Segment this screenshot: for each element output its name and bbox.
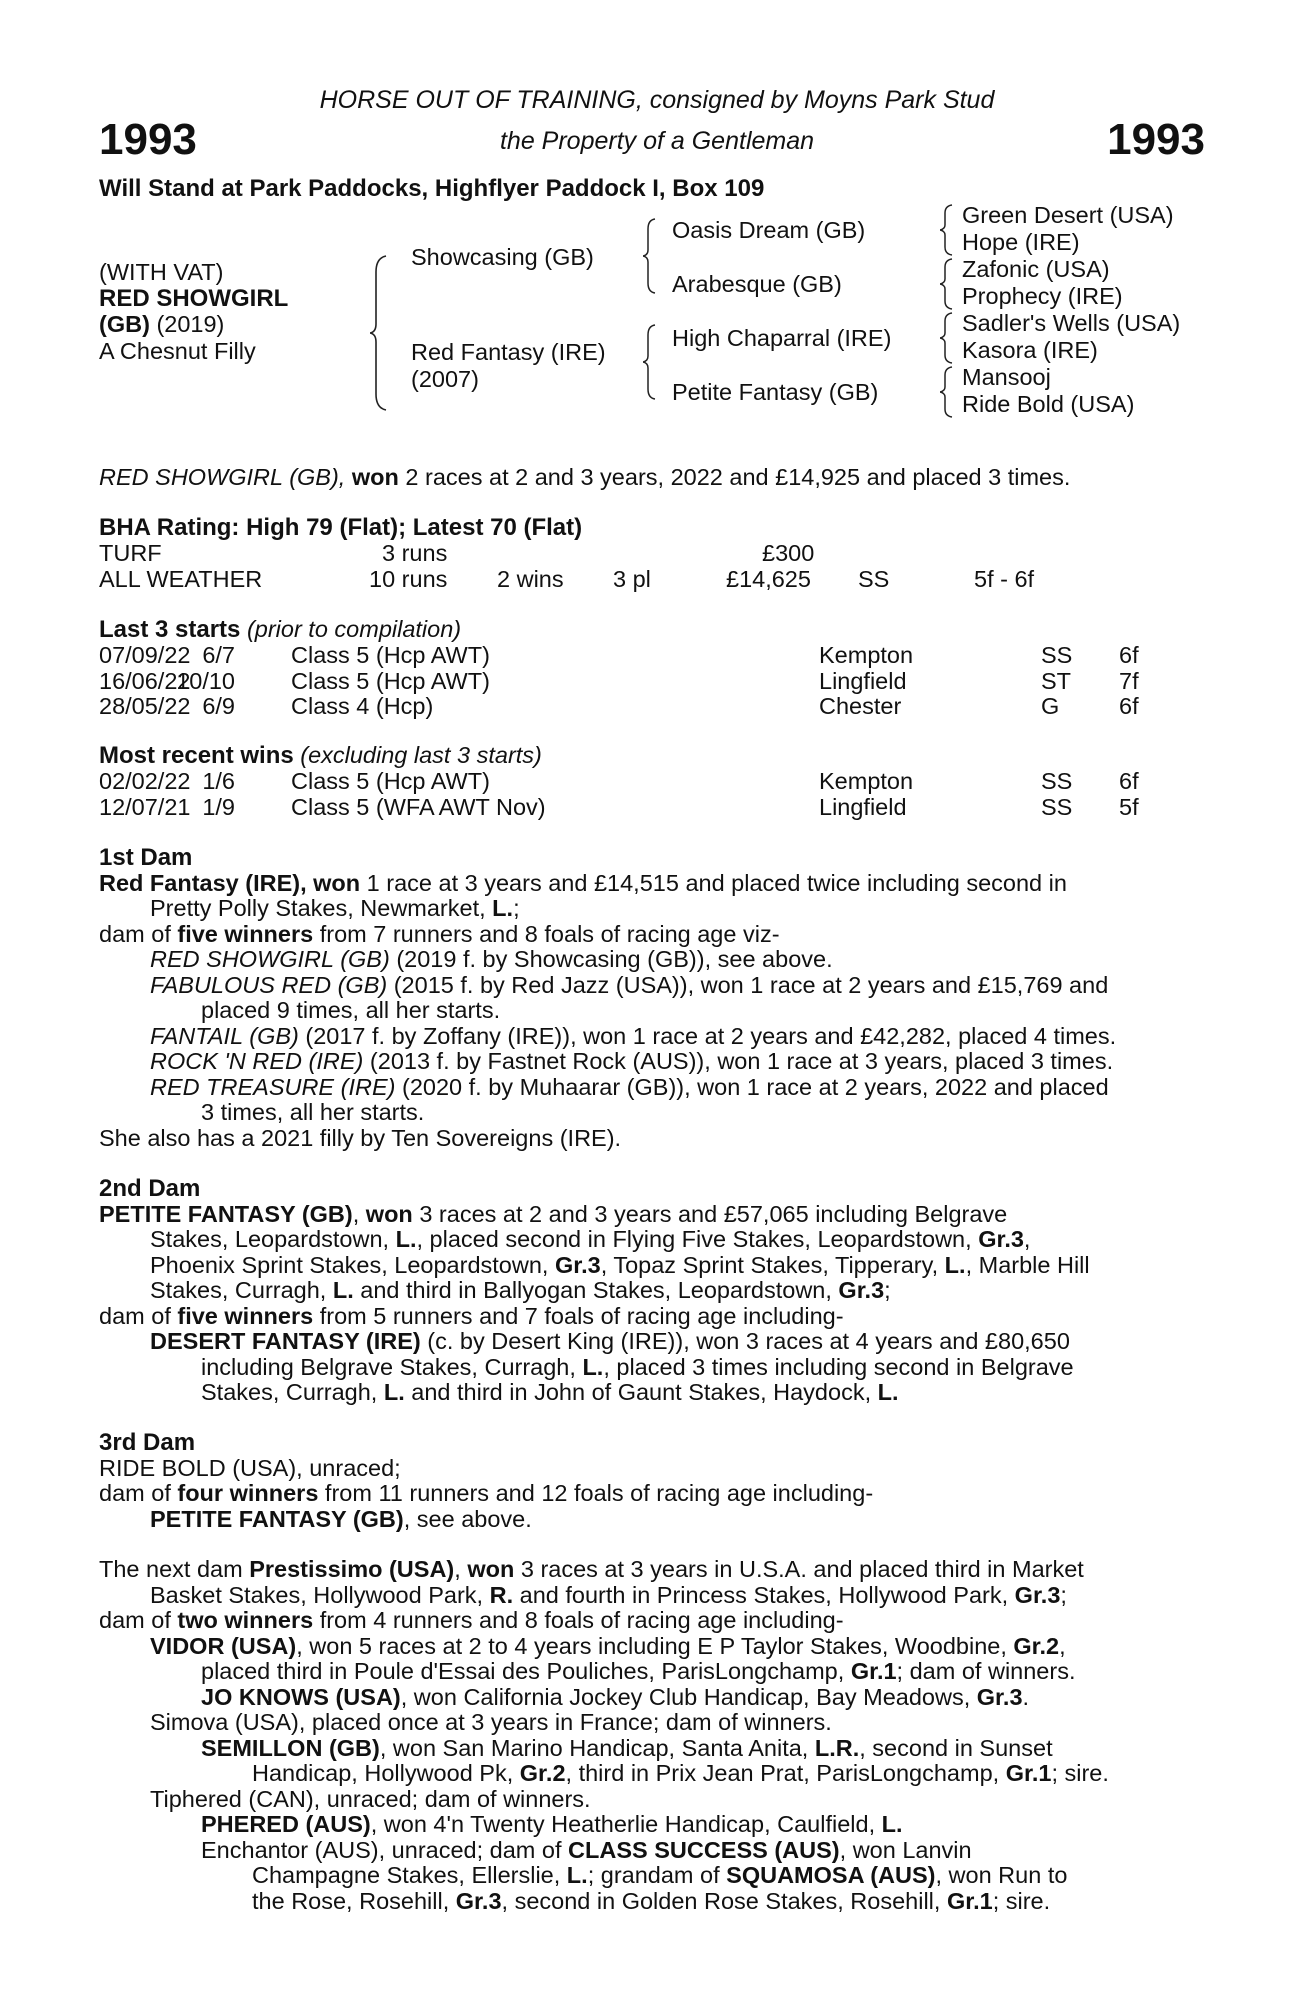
pedigree-ssd: Hope (IRE) [962,229,1080,255]
first-dam-line2: Pretty Polly Stakes, Newmarket, L.; [150,895,520,921]
fourth-dam-section [99,1557,1205,1914]
last3-date: 07/09/22 [99,642,191,668]
second-dam-heading: 2nd Dam [99,1175,201,1202]
race-summary: RED SHOWGIRL (GB), won 2 races at 2 and 3 years, 2022 and £14,925 and placed 3 times. [99,464,1071,490]
lot-number-right: 1993 [1107,115,1205,164]
dam-year: (2007) [411,366,479,392]
last3-race: Class 4 (Hcp) [291,693,434,720]
first-dam-line1: Red Fantasy (IRE), won 1 race at 3 years and £14,515 and placed twice including second in [99,869,1067,896]
pedigree-ddd: Ride Bold (USA) [962,391,1135,417]
pedigree-sdd: Prophecy (IRE) [962,283,1123,309]
last3-date: 16/06/22 [99,667,191,694]
second-dam-line1: PETITE FANTASY (GB), won 3 races at 2 and 3 years and £57,065 including Belgrave [99,1200,1008,1227]
vat-note: (WITH VAT) [99,259,224,285]
property-line: the Property of a Gentleman [499,127,815,155]
vidor-line1: VIDOR (USA), won 5 races at 2 to 4 years including E P Taylor Stakes, Woodbine, Gr.2, [150,1632,1066,1659]
recent-win-date: 12/07/21 [99,793,191,820]
horse-name: RED SHOWGIRL [99,285,289,312]
fourth-dam-dam-of: dam of two winners from 4 runners and 8 foals of racing age including- [99,1607,844,1633]
last3-pos: 10/10 [176,667,235,694]
sire-name: Showcasing (GB) [411,244,594,270]
second-dam-dam-of: dam of five winners from 5 runners and 7 foals of racing age including- [99,1302,844,1329]
pedigree-brace-main [370,254,390,412]
recent-win-going: SS [1041,768,1073,794]
pedigree-dss: Sadler's Wells (USA) [962,310,1181,336]
recent-win-race: Class 5 (WFA AWT Nov) [291,793,546,820]
third-dam-heading: 3rd Dam [99,1429,196,1456]
recent-win-pos: 1/9 [202,793,235,820]
phered-line: PHERED (AUS), won 4'n Twenty Heatherlie Handicap, Caulfield, L. [201,1811,903,1837]
last3-race: Class 5 (Hcp AWT) [291,667,490,694]
last3-pos: 6/7 [202,642,235,668]
third-dam-dam-of: dam of four winners from 11 runners and 12 foals of racing age including- [99,1480,874,1506]
last3-heading: Last 3 starts (prior to compilation) [99,616,462,643]
last3-course: Chester [819,693,902,720]
consignor-line: HORSE OUT OF TRAINING, consigned by Moyns Park Stud [319,86,995,114]
pedigree-brace-4b [940,257,954,311]
fourth-dam-line1: The next dam Prestissimo (USA), won 3 races at 3 years in U.S.A. and placed third in Market [99,1556,1084,1582]
dam-sire: High Chaparral (IRE) [672,325,892,351]
first-dam-produce-5-cont: 3 times, all her starts. [201,1099,425,1125]
semillon-line2: Handicap, Hollywood Pk, Gr.2, third in Prix Jean Prat, ParisLongchamp, Gr.1; sire. [252,1760,1109,1786]
third-dam-section [99,1430,1205,1532]
last3-dist: 7f [1119,667,1139,694]
horse-description: A Chesnut Filly [99,338,256,364]
last3-course: Lingfield [819,667,907,694]
first-dam-produce-3: FANTAIL (GB) (2017 f. by Zoffany (IRE)), won 1 race at 2 years and £42,282, placed 4 times. [150,1022,1117,1049]
second-dam-line4: Stakes, Curragh, L. and third in Ballyogan Stakes, Leopardstown, Gr.3; [150,1277,891,1303]
stand-location: Will Stand at Park Paddocks, Highflyer Paddock I, Box 109 [99,175,765,202]
simova-line: Simova (USA), placed once at 3 years in France; dam of winners. [150,1709,832,1735]
first-dam-also: She also has a 2021 filly by Ten Sovereigns (IRE). [99,1124,622,1151]
recent-wins-heading: Most recent wins (excluding last 3 starts) [99,742,542,769]
recent-win-race: Class 5 (Hcp AWT) [291,768,490,794]
pedigree-brace-4d [940,365,954,419]
recent-win-dist: 6f [1119,768,1139,794]
last3-dist: 6f [1119,642,1139,668]
recent-win-going: SS [1041,793,1073,820]
second-dam-produce-1-cont2: Stakes, Curragh, L. and third in John of Gaunt Stakes, Haydock, L. [201,1379,899,1405]
recent-win-pos: 1/6 [202,768,235,794]
second-dam-produce-1-cont: including Belgrave Stakes, Curragh, L., placed 3 times including second in Belgrave [201,1353,1074,1380]
jo-knows-line: JO KNOWS (USA), won California Jockey Club Handicap, Bay Meadows, Gr.3. [201,1683,1030,1710]
first-dam-produce-2: FABULOUS RED (GB) (2015 f. by Red Jazz (USA)), won 1 race at 2 years and £15,769 and [150,971,1109,998]
pedigree-brace-sire [643,217,657,295]
last3-dist: 6f [1119,693,1139,720]
first-dam-produce-1: RED SHOWGIRL (GB) (2019 f. by Showcasing (GB)), see above. [150,946,833,972]
last3-going: ST [1041,667,1072,694]
first-dam-section [99,845,1205,1151]
enchantor-line3: the Rose, Rosehill, Gr.3, second in Golden Rose Stakes, Rosehill, Gr.1; sire. [252,1887,1051,1914]
first-dam-heading: 1st Dam [99,844,193,871]
sire-sire: Oasis Dream (GB) [672,217,866,243]
dam-dam: Petite Fantasy (GB) [672,379,879,405]
recent-win-dist: 5f [1119,793,1139,820]
bha-rating: BHA Rating: High 79 (Flat); Latest 70 (Flat) [99,514,583,541]
pedigree-brace-4a [940,203,954,257]
recent-win-course: Kempton [819,768,914,794]
second-dam-line3: Phoenix Sprint Stakes, Leopardstown, Gr.3, Topaz Sprint Stakes, Tipperary, L., Marble Hill [150,1251,1090,1278]
horse-suffix-year: (GB) (2019) [99,311,225,337]
dam-name: Red Fantasy (IRE) [411,339,606,365]
pedigree-sss: Green Desert (USA) [962,202,1174,228]
fourth-dam-line2: Basket Stakes, Hollywood Park, R. and fourth in Princess Stakes, Hollywood Park, Gr.3; [150,1581,1067,1608]
second-dam-line2: Stakes, Leopardstown, L., placed second in Flying Five Stakes, Leopardstown, Gr.3, [150,1226,1031,1252]
pedigree-brace-dam [643,323,657,401]
pedigree-sds: Zafonic (USA) [962,256,1110,282]
first-dam-produce-2-cont: placed 9 times, all her starts. [201,997,501,1023]
enchantor-line2: Champagne Stakes, Ellerslie, L.; grandam of SQUAMOSA (AUS), won Run to [252,1862,1068,1888]
third-dam-produce-1: PETITE FANTASY (GB), see above. [150,1505,532,1532]
semillon-line1: SEMILLON (GB), won San Marino Handicap, Santa Anita, L.R., second in Sunset [201,1734,1053,1761]
first-dam-produce-4: ROCK 'N RED (IRE) (2013 f. by Fastnet Rock (AUS)), won 1 race at 3 years, placed 3 times. [150,1048,1114,1074]
last3-course: Kempton [819,642,914,668]
last3-pos: 6/9 [202,693,235,720]
sire-dam: Arabesque (GB) [672,271,842,297]
last3-date: 28/05/22 [99,693,191,720]
vidor-line2: placed third in Poule d'Essai des Pouliches, ParisLongchamp, Gr.1; dam of winners. [201,1658,1076,1684]
recent-win-date: 02/02/22 [99,768,191,794]
last3-going: SS [1041,642,1073,668]
pedigree-dsd: Kasora (IRE) [962,337,1098,363]
enchantor-line1: Enchantor (AUS), unraced; dam of CLASS SUCCESS (AUS), won Lanvin [201,1836,972,1863]
lot-number-left: 1993 [99,115,197,164]
recent-win-course: Lingfield [819,793,907,820]
tiphered-line: Tiphered (CAN), unraced; dam of winners. [150,1785,591,1812]
last3-going: G [1041,693,1060,720]
second-dam-section [99,1176,1205,1406]
first-dam-dam-of: dam of five winners from 7 runners and 8 foals of racing age viz- [99,920,780,947]
pedigree-dds: Mansooj [962,364,1051,390]
first-dam-produce-5: RED TREASURE (IRE) (2020 f. by Muhaarar (GB)), won 1 race at 2 years, 2022 and placed [150,1073,1109,1100]
second-dam-produce-1: DESERT FANTASY (IRE) (c. by Desert King (IRE)), won 3 races at 4 years and £80,650 [150,1328,1070,1354]
last3-race: Class 5 (Hcp AWT) [291,642,490,668]
third-dam-line1: RIDE BOLD (USA), unraced; [99,1454,401,1481]
pedigree-brace-4c [940,311,954,365]
